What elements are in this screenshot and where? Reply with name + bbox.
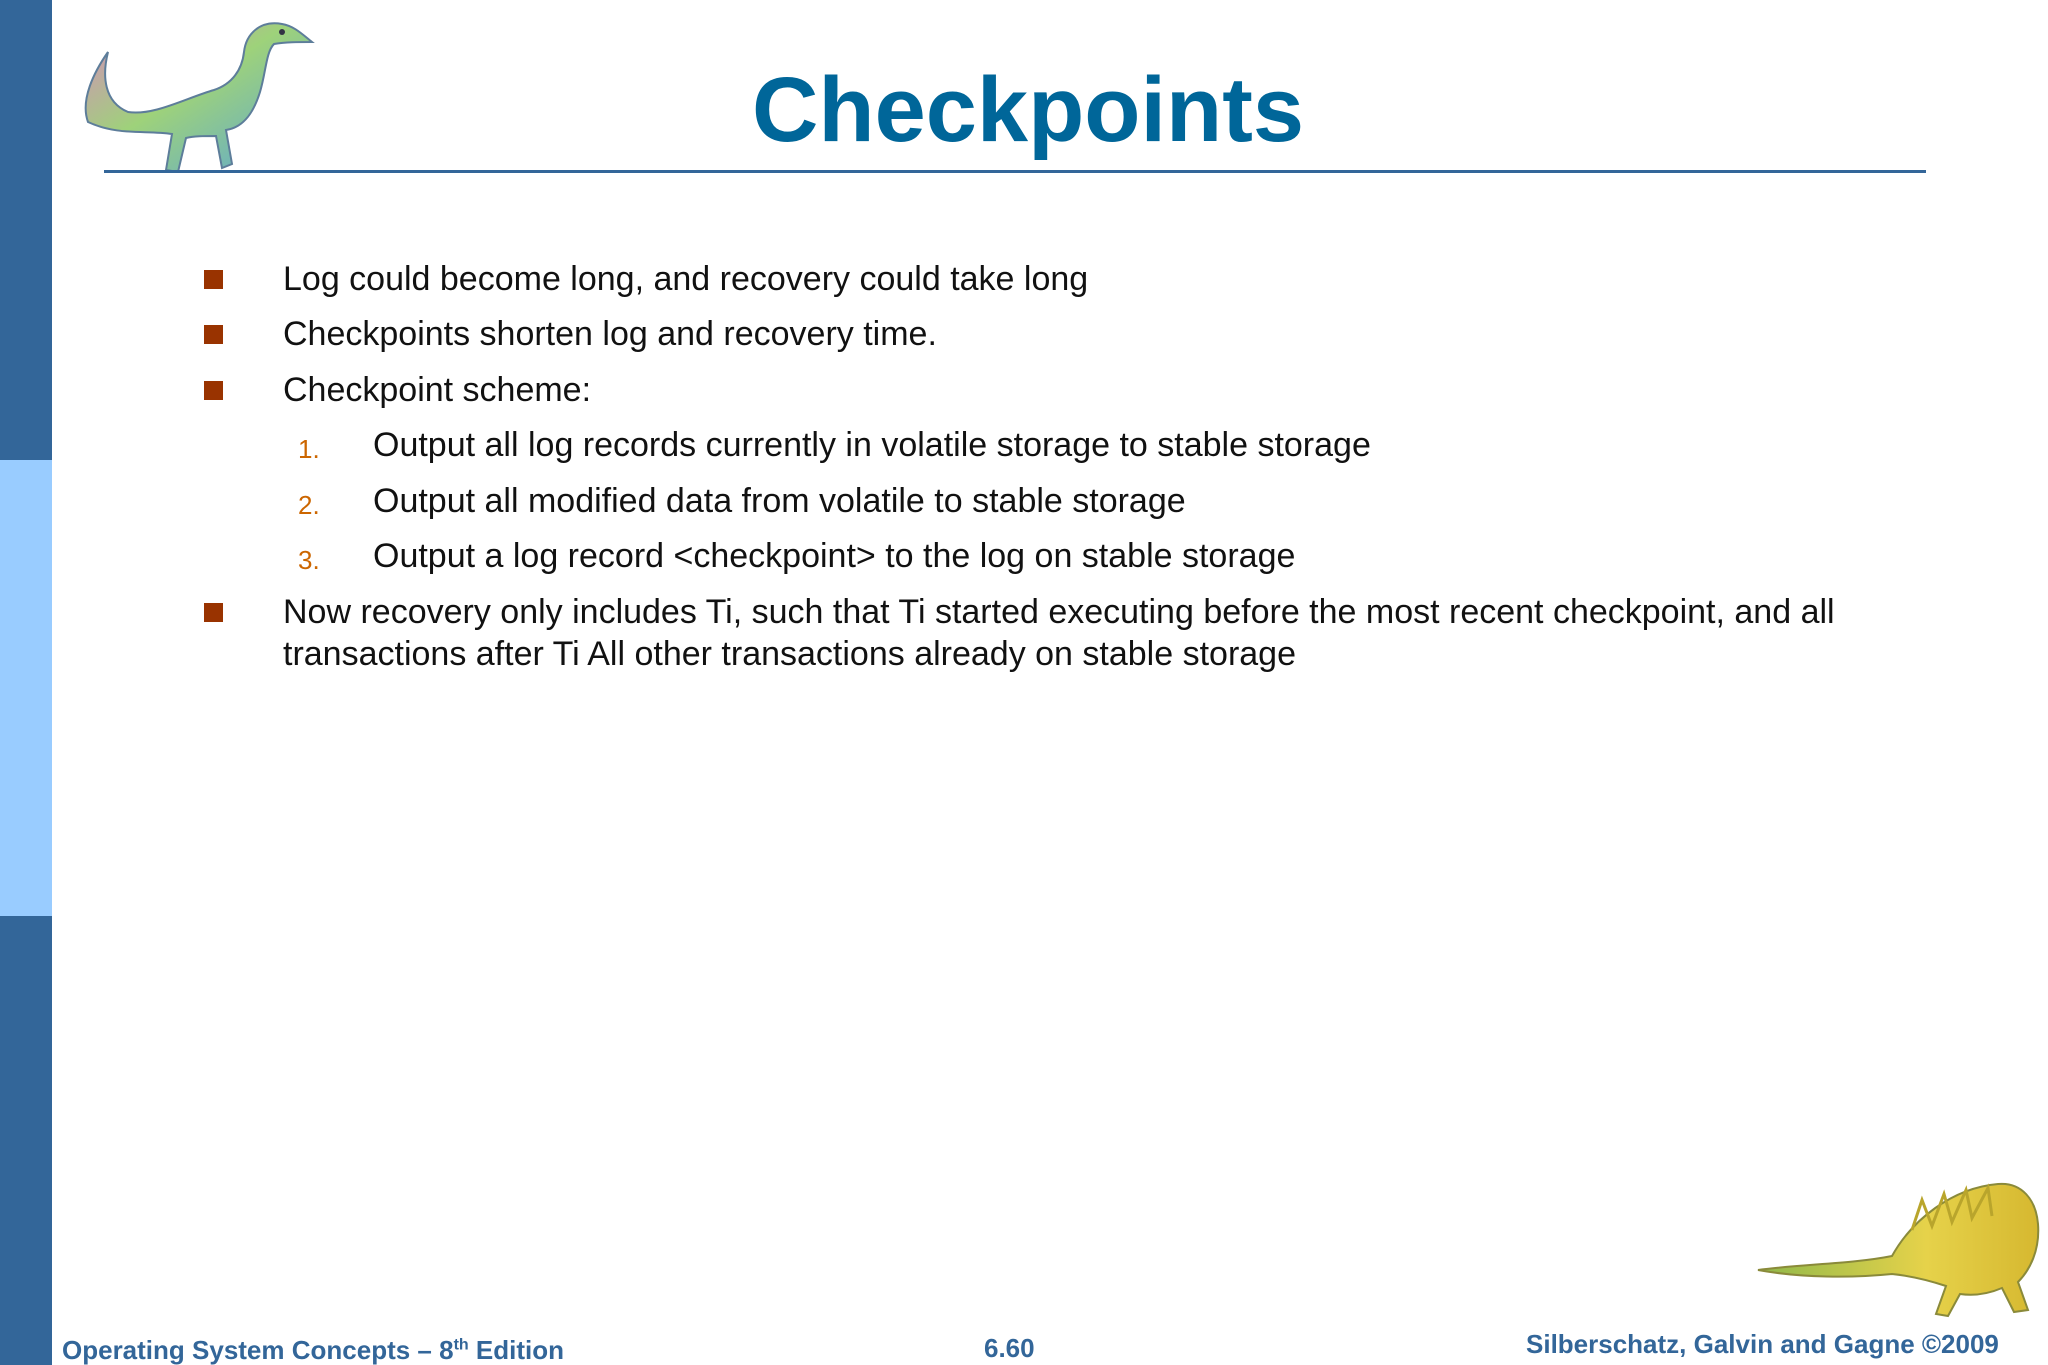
bullet-square-icon: [204, 603, 223, 622]
slide-title: Checkpoints: [751, 59, 1305, 161]
footer-book-superscript: th: [453, 1336, 469, 1354]
step-number: 1.: [298, 434, 320, 464]
step-text: Output a log record <checkpoint> to the log on stable storage: [373, 537, 1296, 575]
footer-copyright: Silberschatz, Galvin and Gagne ©2009: [1526, 1329, 1999, 1359]
bullet-square-icon: [204, 381, 223, 400]
bullet-square-icon: [204, 270, 223, 289]
step-number: 3.: [298, 545, 320, 575]
bullet-square-icon: [204, 325, 223, 344]
footer-page-number: 6.60: [984, 1333, 1035, 1363]
title-divider: [104, 170, 1926, 173]
side-bar-middle: [0, 460, 52, 916]
bullet-text: Checkpoints shorten log and recovery time.: [283, 315, 937, 353]
bullet-text: Log could become long, and recovery could take long: [283, 260, 1089, 298]
step-number: 2.: [298, 490, 320, 520]
dinosaur-icon-bottom: [1752, 1160, 2042, 1320]
footer-book-suffix: Edition: [468, 1335, 564, 1365]
step-text: Output all log records currently in volatile storage to stable storage: [373, 426, 1371, 464]
footer-book-title: [62, 1335, 564, 1365]
footer-book-prefix: Operating System Concepts – 8: [62, 1335, 454, 1365]
bullet-text: Now recovery only includes Ti, such that Ti started executing before the most recent checkpoint, and all transactions after Ti All other transactions already on stable storage: [283, 593, 1835, 673]
bullet-text: Checkpoint scheme:: [283, 371, 592, 409]
step-text: Output all modified data from volatile to stable storage: [373, 482, 1186, 520]
side-bar-bottom: [0, 916, 52, 1365]
